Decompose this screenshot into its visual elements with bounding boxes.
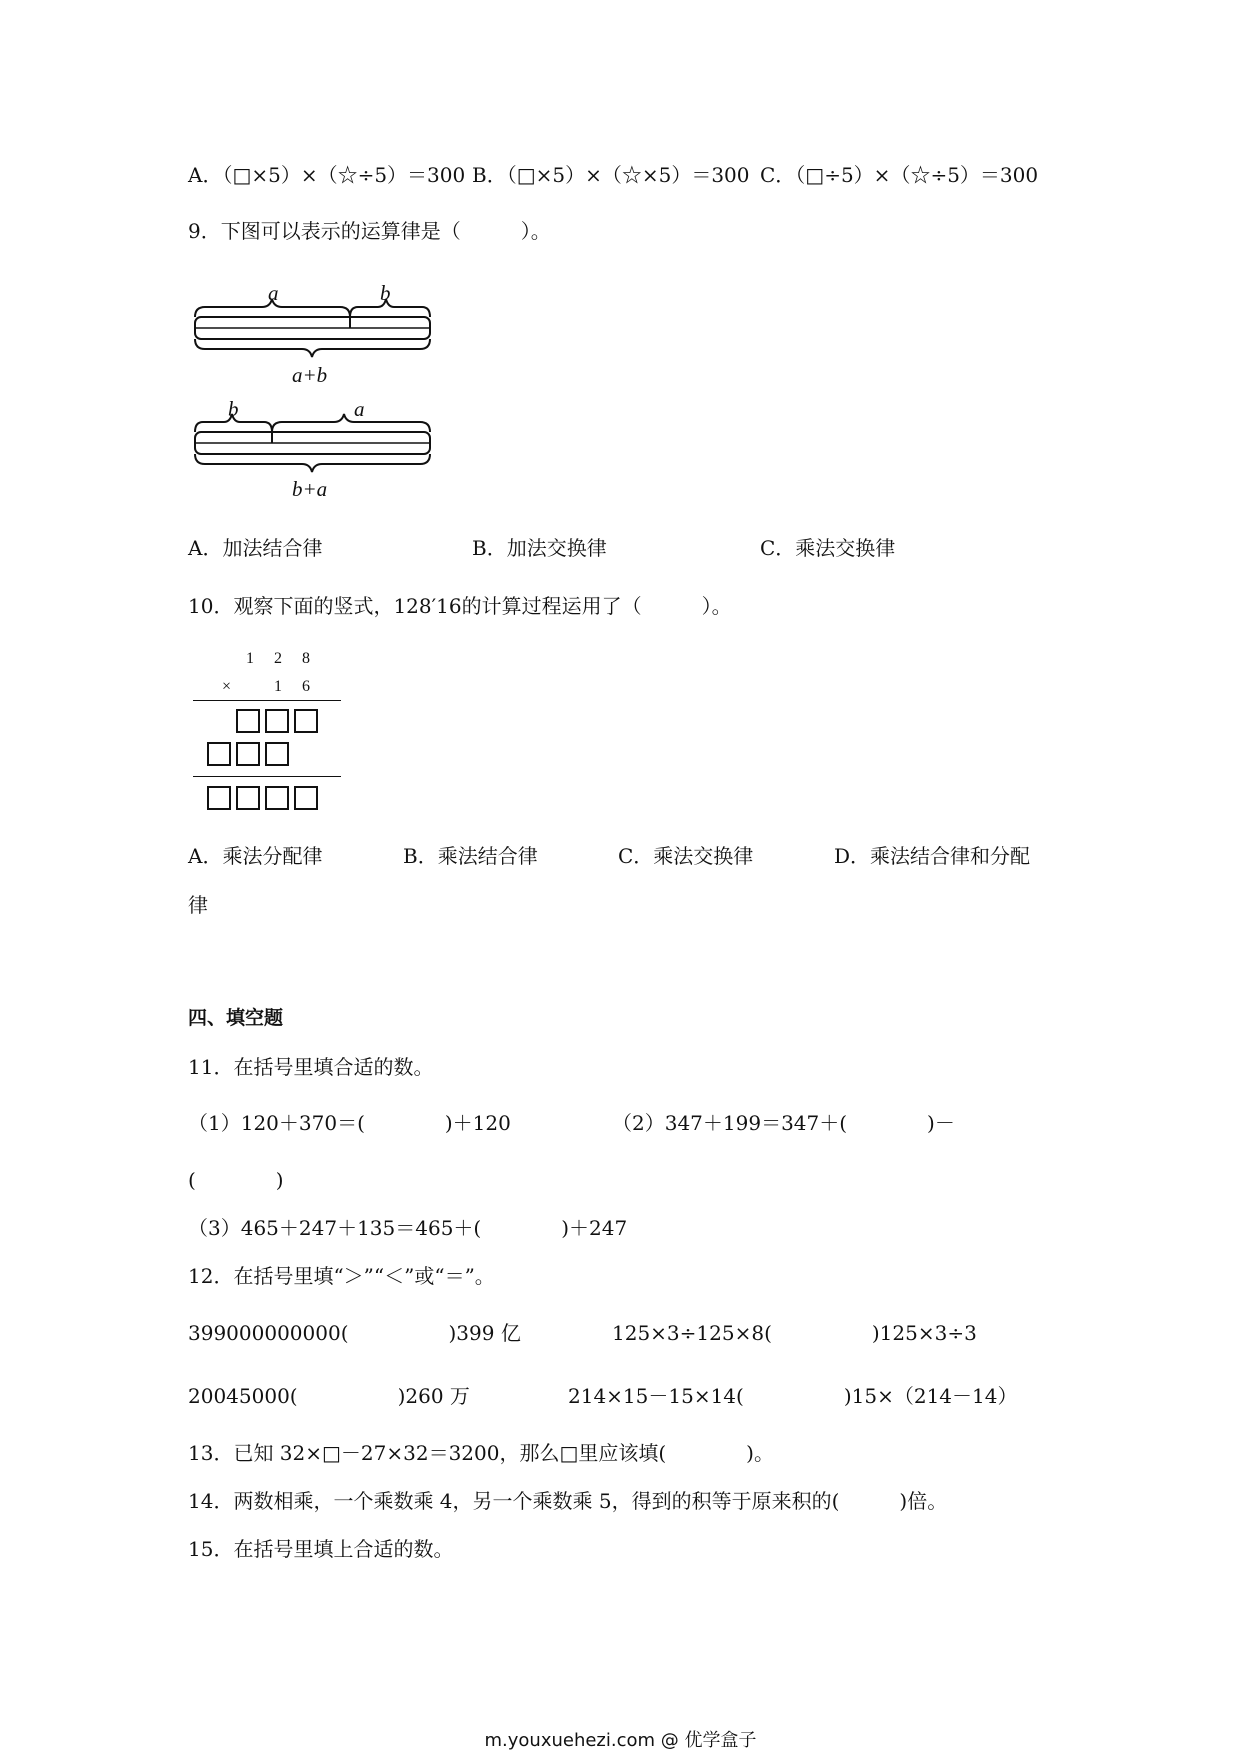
q12-row2-left: 20045000( )260 万 [188,1384,470,1408]
q11-stem: 11．在括号里填合适的数。 [188,1055,434,1079]
q10-option-d-wrap: 律 [188,893,208,917]
q15-stem: 15．在括号里填上合适的数。 [188,1537,454,1561]
q9-option-c: C．乘法交换律 [760,536,896,560]
q10-option-b: B．乘法结合律 [403,844,538,868]
q12-row1-right: 125×3÷125×8( )125×3÷3 [612,1321,977,1345]
answer-box [294,709,318,733]
bottom-digit: 6 [302,678,310,695]
label-sum-bottom: b+a [292,477,328,501]
q9-option-b: B．加法交换律 [472,536,607,560]
answer-box [236,709,260,733]
q11-part-1: （1）120＋370＝( )＋120 [188,1111,511,1135]
top-digit: 1 [246,650,254,667]
q10-stem: 10．观察下面的竖式，128′16的计算过程运用了（ ）。 [188,594,732,618]
q14-stem: 14．两数相乘，一个乘数乘 4，另一个乘数乘 5，得到的积等于原来积的( )倍。 [188,1489,948,1513]
q8-option-b: B．（□×5）×（☆×5）＝300 [472,163,750,187]
label-a-top: a [268,281,279,305]
top-digit: 2 [274,650,282,667]
answer-box [294,786,318,810]
top-digit: 8 [302,650,310,667]
times-sign: × [222,678,232,695]
q12-row2-right: 214×15－15×14( )15×（214－14） [568,1384,1018,1408]
rule-line [193,776,341,777]
rule-line [193,700,341,701]
answer-box [265,786,289,810]
q8-option-c: C．（□÷5）×（☆÷5）＝300 [760,163,1039,187]
q9-option-a: A．加法结合律 [188,536,323,560]
q10-option-d: D．乘法结合律和分配 [834,844,1031,868]
q10-option-c: C．乘法交换律 [618,844,754,868]
brace-sum-top [195,339,430,357]
q9-stem: 9．下图可以表示的运算律是（ ）。 [188,219,551,243]
footer-watermark: m.youxuehezi.com @ 优学盒子 [484,1730,757,1751]
section-title: 四、填空题 [188,1007,284,1029]
label-a-bottom: a [354,397,365,421]
q11-part-2: （2）347＋199＝347＋( )－ [612,1111,955,1135]
answer-box [265,742,289,766]
q8-option-a: A．（□×5）×（☆÷5）＝300 [188,163,466,187]
brace-a-bottom [272,414,430,432]
answer-box [265,709,289,733]
answer-box [207,786,231,810]
q13-stem: 13．已知 32×□－27×32＝3200，那么□里应该填( )。 [188,1441,774,1465]
label-sum-top: a+b [292,363,328,387]
answer-box [236,786,260,810]
label-b-top: b [380,281,391,305]
label-b-bottom: b [228,397,239,421]
q11-part-2-wrap: ( ) [188,1168,284,1192]
q11-part-3: （3）465＋247＋135＝465＋( )＋247 [188,1216,628,1240]
q12-row1-left: 399000000000( )399 亿 [188,1321,521,1345]
answer-box [207,742,231,766]
q12-stem: 12．在括号里填“＞”“＜”或“＝”。 [188,1264,495,1288]
answer-box [236,742,260,766]
q10-option-a: A．乘法分配律 [188,844,323,868]
bottom-digit: 1 [274,678,282,695]
brace-sum-bottom [195,454,430,472]
